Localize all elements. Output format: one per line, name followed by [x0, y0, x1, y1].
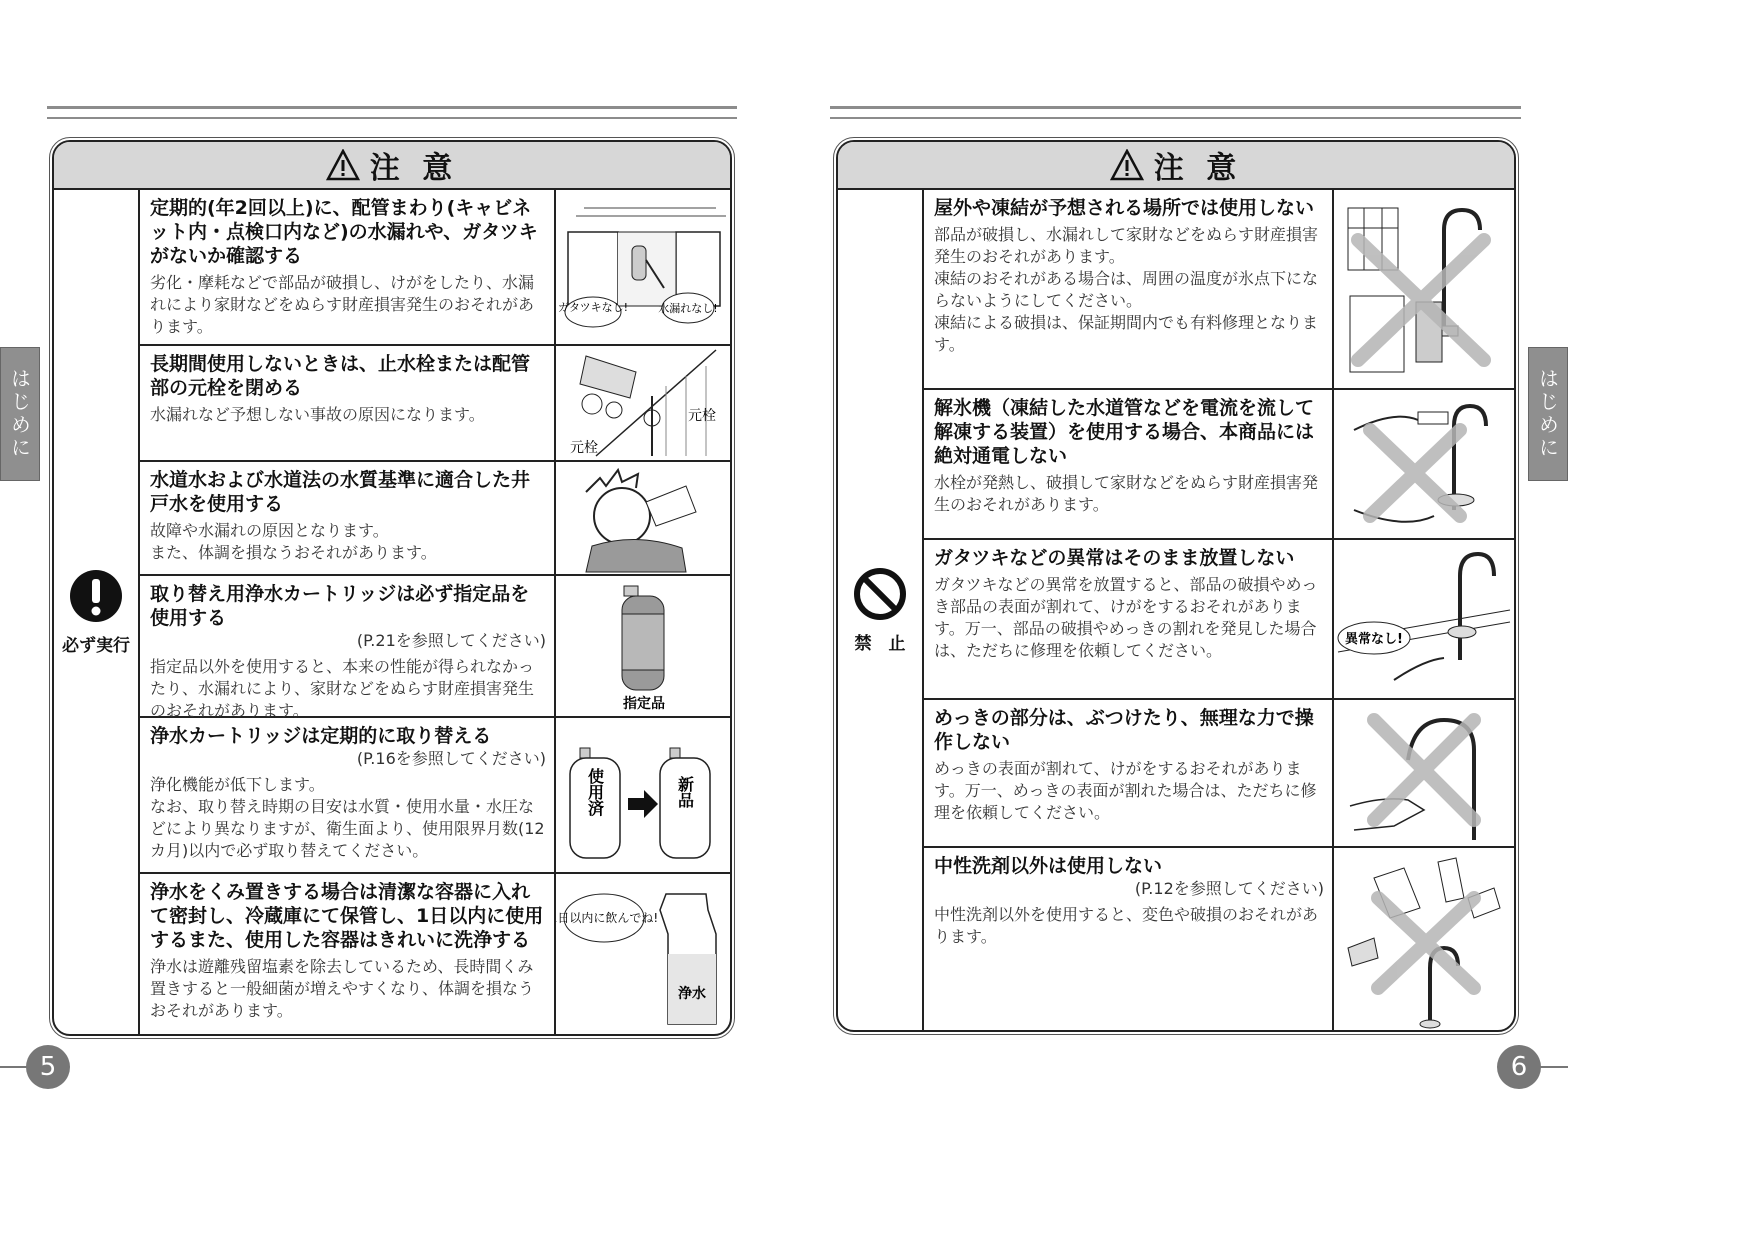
- item-description: 水漏れなど予想しない事故の原因になります。: [150, 405, 485, 424]
- item-description: 水栓が発熱し、破損して家財などをぬらす財産損害発生のおそれがあります。: [934, 473, 1319, 514]
- caution-item: [924, 848, 1514, 1032]
- item-reference: (P.12を参照してください): [1134, 879, 1324, 898]
- cabinet-illustration: [556, 190, 730, 344]
- item-description: 浄水は遊離残留塩素を除去しているため、長時間くみ置きすると一般細菌が増えやすくなり、体調を損なうおそれがあります。: [150, 957, 535, 1020]
- label-main-valve: 元栓: [688, 408, 716, 424]
- caution-item: [924, 540, 1514, 700]
- section-tab[interactable]: はじめに: [0, 347, 40, 481]
- label-main-valve: 元栓: [570, 440, 598, 456]
- prohibited-icon: [853, 567, 907, 621]
- caution-item: [140, 718, 730, 874]
- page-number-line: [1540, 1066, 1568, 1068]
- page-number: 5: [26, 1045, 70, 1089]
- item-heading: 定期的(年2回以上)に、配管まわり(キャビネット内・点検口内など)の水漏れや、ガタツキがないか確認する: [150, 197, 538, 267]
- warning-triangle-icon: [326, 149, 360, 181]
- item-description: 浄化機能が低下します。 なお、取り替え時期の目安は水質・使用水量・水圧などにより異なりますが、衛生面より、使用限界月数(12カ月)以内で必ず取り替えてください。: [150, 775, 545, 860]
- cartridge-replacement-illustration: [556, 718, 730, 872]
- label-designated-part: 指定品: [623, 696, 665, 712]
- item-description: ガタツキなどの異常を放置すると、部品の破損やめっき部品の表面が割れて、けがをするおそれがあります。万一、部品の破損やめっきの割れを発見した場合は、ただちに修理を依頼してください。: [934, 575, 1318, 660]
- side-label: 必ず実行: [62, 635, 130, 656]
- water-pitcher-illustration: [556, 874, 730, 1036]
- thawing-machine-illustration: [1334, 390, 1514, 538]
- warning-triangle-icon: [1110, 149, 1144, 181]
- callout-no-abnormality: 異常なし!: [1345, 632, 1403, 647]
- item-description: 中性洗剤以外を使用すると、変色や破損のおそれがあります。: [934, 905, 1319, 946]
- frozen-outdoor-illustration: [1334, 190, 1514, 388]
- caution-item: [140, 190, 730, 346]
- mandatory-action-icon: [69, 569, 123, 623]
- item-description: めっきの表面が割れて、けがをするおそれがあります。万一、めっきの表面が割れた場合は、ただちに修理を依頼してください。: [934, 759, 1317, 822]
- item-heading: ガタツキなどの異常はそのまま放置しない: [934, 547, 1295, 569]
- item-heading: 屋外や凍結が予想される場所では使用しない: [934, 197, 1315, 219]
- item-description: 指定品以外を使用すると、本来の性能が得られなかったり、水漏れにより、家財などをぬらす財産損害発生のおそれがあります。: [150, 657, 535, 720]
- caution-item: [924, 700, 1514, 848]
- item-reference: (P.21を参照してください): [356, 631, 546, 650]
- item-reference: (P.16を参照してください): [356, 749, 546, 768]
- side-column: [838, 190, 924, 1030]
- callout-no-wobble: ガタツキなし!: [557, 301, 629, 314]
- top-rule-left: [47, 106, 737, 119]
- caution-item: [140, 576, 730, 718]
- item-heading: 浄水をくみ置きする場合は清潔な容器に入れて密封し、冷蔵庫にて保管し、1日以内に使用するまた、使用した容器はきれいに洗浄する: [150, 881, 544, 951]
- detergent-illustration: [1334, 848, 1514, 1032]
- drinking-child-illustration: [556, 462, 730, 574]
- top-rule-right: [830, 106, 1521, 119]
- side-column: [54, 190, 140, 1034]
- panel-header: [54, 142, 730, 190]
- panel-header: [838, 142, 1514, 190]
- caution-panel-left: [52, 140, 732, 1036]
- caution-item: [140, 462, 730, 576]
- cartridge-illustration: [556, 576, 730, 716]
- item-heading: 浄水カートリッジは定期的に取り替える: [150, 725, 492, 747]
- item-heading: めっきの部分は、ぶつけたり、無理な力で操作しない: [934, 707, 1314, 753]
- panel-title: 注 意: [369, 151, 459, 186]
- callout-no-leak: 水漏れなし!: [658, 302, 718, 315]
- caution-item: [140, 874, 730, 1036]
- valve-illustration: [556, 346, 730, 460]
- section-tab[interactable]: はじめに: [1528, 347, 1568, 481]
- callout-drink-within-day: 1日以内に飲んでね!: [556, 911, 659, 925]
- caution-item: [924, 390, 1514, 540]
- item-heading: 取り替え用浄水カートリッジは必ず指定品を使用する: [150, 583, 530, 629]
- item-heading: 長期間使用しないときは、止水栓または配管部の元栓を閉める: [150, 353, 531, 399]
- side-label: 禁 止: [854, 633, 906, 654]
- label-new: 新品: [675, 776, 695, 808]
- plating-impact-illustration: [1334, 700, 1514, 846]
- panel-title: 注 意: [1153, 151, 1243, 186]
- page-number-line: [0, 1066, 28, 1068]
- abnormality-check-illustration: [1334, 540, 1514, 698]
- caution-panel-right: [836, 140, 1516, 1032]
- label-used: 使用済: [585, 768, 605, 816]
- item-description: 劣化・摩耗などで部品が破損し、けがをしたり、水漏れにより家財などをぬらす財産損害発生のおそれがあります。: [150, 273, 535, 336]
- caution-item: [924, 190, 1514, 390]
- caution-item: [140, 346, 730, 462]
- item-heading: 中性洗剤以外は使用しない: [934, 855, 1163, 877]
- item-description: 故障や水漏れの原因となります。 また、体調を損なうおそれがあります。: [150, 521, 437, 562]
- item-description: 部品が破損し、水漏れして家財などをぬらす財産損害発生のおそれがあります。 凍結のおそれがある場合は、周囲の温度が氷点下にならないようにしてください。 凍結による破損は、保証期間内でも有料修理となります。: [934, 225, 1319, 354]
- item-heading: 解氷機（凍結した水道管などを電流を流して解凍する装置）を使用する場合、本商品には絶対通電しない: [934, 397, 1315, 467]
- page-number: 6: [1497, 1045, 1541, 1089]
- item-heading: 水道水および水道法の水質基準に適合した井戸水を使用する: [150, 469, 531, 515]
- label-purified-water: 浄水: [678, 986, 706, 1002]
